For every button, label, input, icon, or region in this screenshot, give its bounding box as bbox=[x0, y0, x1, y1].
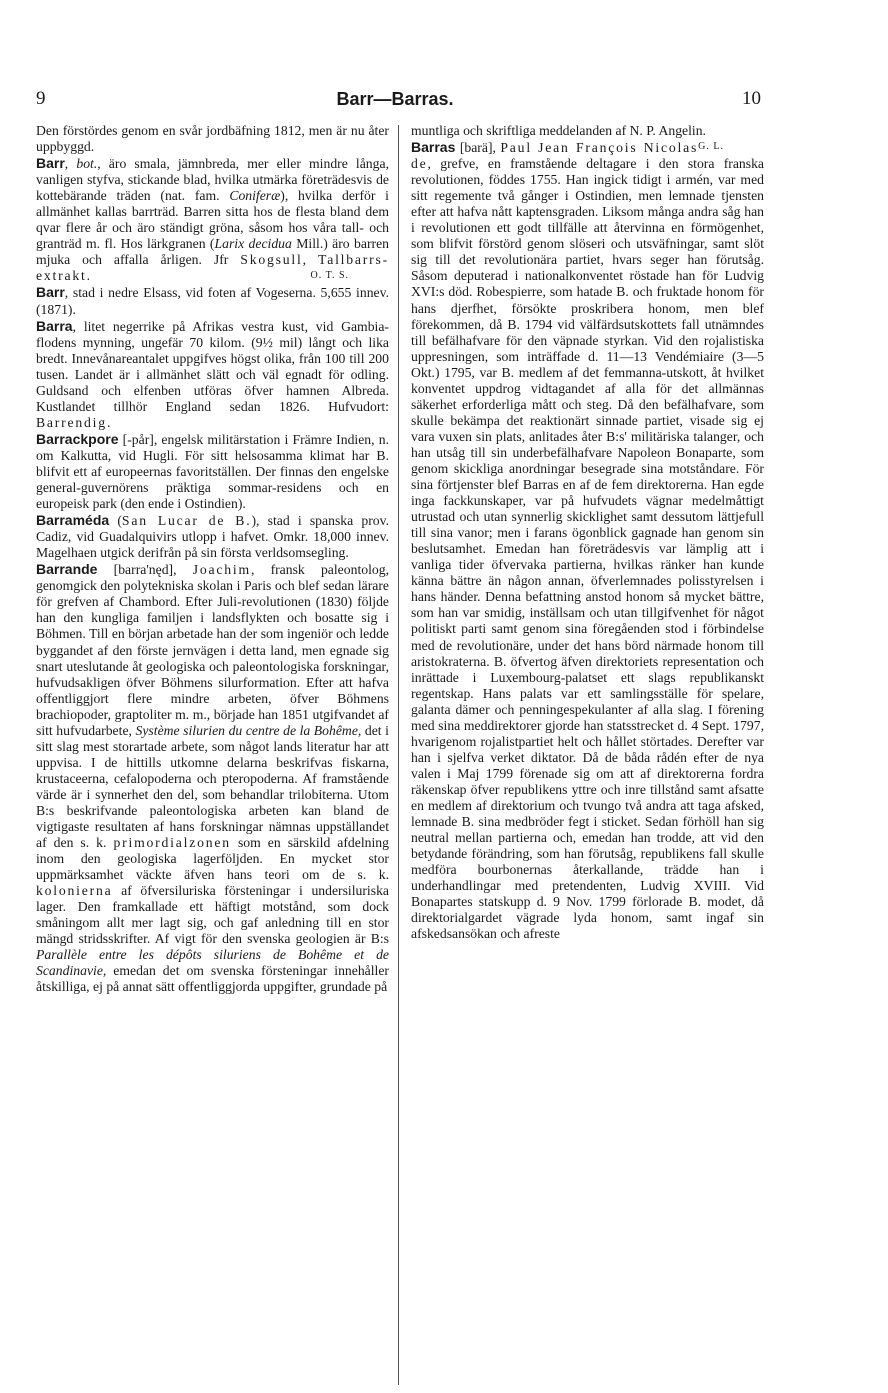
entry-paragraph bbox=[36, 318, 389, 431]
entry-headword: Barrande bbox=[36, 561, 98, 578]
entry-text: . bbox=[86, 268, 91, 284]
entry-headword: Barr bbox=[36, 155, 65, 172]
entry-text: Mill.) äro barren mjuka och affalla årligen. Jfr bbox=[36, 236, 389, 268]
entry-text: , litet negerrike på Afrikas vestra kust, vid Gambia-flodens mynning, ungefär 70 kilom. (9½ mil) långt och lika bredt. Innevånareantalet uppgifves högst olika, från 100 till 200 tusen. Landet är i allmänhet slätt och väl egnadt för odling. Guldsand och elfenben utföras öfver hamnen Albreda. Kustlandet tillhör England sedan 1826. Hufvudort: bbox=[36, 318, 389, 414]
entry-headword: Barraméda bbox=[36, 512, 110, 529]
entry-text: . bbox=[106, 414, 111, 430]
entry-paragraph bbox=[411, 139, 764, 942]
left-column bbox=[36, 123, 389, 996]
entry-text: emedan det om svenska försteningar innehåller åtskilliga, ej på annat sätt offentliggjorda uppgifter, grundade på bbox=[36, 963, 389, 995]
entry-text: ( bbox=[109, 513, 122, 529]
entry-text: , bbox=[302, 252, 318, 268]
italic-text: Système silurien du centre de la Bohême bbox=[135, 722, 358, 738]
abbreviation: bot. bbox=[76, 156, 98, 172]
entry-text: [-pår], engelsk militärstation i Främre Indien, n. om Kalkutta, vid Hugli. För sitt helsosamma klimat har B. blifvit ett af europeernas favoritställen. Der finnas den engelske general-guvernörens präktiga sommar-residens och en europeisk park (den ende i Ostindien). bbox=[36, 431, 389, 512]
right-column bbox=[411, 123, 764, 942]
entry-text: muntliga och skriftliga meddelanden af N. P. Angelin. bbox=[411, 123, 706, 138]
column-divider bbox=[398, 125, 399, 1385]
entry-text: , bbox=[64, 156, 77, 172]
entry-text: [barra'nęd], bbox=[97, 562, 193, 578]
left-page-number: 9 bbox=[36, 88, 46, 109]
author-signature: G. L. bbox=[698, 141, 724, 153]
entry-paragraph bbox=[36, 123, 389, 155]
author-signature: O. T. S. bbox=[310, 270, 349, 282]
spaced-text: Skogsull bbox=[240, 252, 303, 268]
entry-text: som en särskild afdelning inom den geologiska lagerföljden. En mycket stor uppmärksamhet väckte äfven hans teori om de s. k. bbox=[36, 835, 389, 883]
entry-text: ), hvilka derför i allmänhet kallas barrträd. Barren sitta hos de flesta bland dem qvar flere år och äro ständigt gröna, såsom hos våra tall- och granträd m. fl. Hos lärkgranen ( bbox=[36, 188, 389, 252]
italic-text: Larix decidua bbox=[214, 236, 292, 252]
entry-paragraph bbox=[36, 284, 389, 317]
entry-text: [barä], bbox=[455, 140, 501, 156]
entry-text: Den förstördes genom en svår jordbäfning 1812, men är nu åter uppbyggd. bbox=[36, 123, 389, 155]
italic-text: Coniferæ bbox=[229, 188, 281, 204]
italic-text: Parallèle entre les dépôts siluriens de Bohême et de Scandinavie, bbox=[36, 947, 389, 979]
spaced-text: Barrendig bbox=[36, 414, 107, 430]
running-head: Barr—Barras. bbox=[336, 89, 454, 109]
entry-text: , det i sitt slag mest storartade arbete, som något lands literatur har att uppvisa. I de hittills utkomne delarna beskrifvas fiskarna, krustaceerna, cefalopoderna och pteropoderna. Af framstående värde är i synnerhet den del, som behandlar trilobiterna. Utom B:s beskrifvande paleontologiska arbeten kan bland de vigtigaste resultaten af hans forskningar nämnas uppställandet af den s. k. bbox=[36, 722, 389, 851]
entry-paragraph bbox=[36, 431, 389, 512]
spaced-text: kolonierna bbox=[36, 883, 113, 899]
entry-text: , äro smala, jämnbreda, mer eller mindre långa, vanligen styfva, stickande blad, hvilka utmärka företrädesvis de kottebärande träden (nat. fam. bbox=[36, 156, 389, 204]
entry-text: af öfversiluriska försteningar i undersiluriska lager. Den framkallade ett häftigt motstånd, som dock småningom allt mer lagt sig, och gaf anledning till en stor mängd stridsskrifter. Af vigt för den svenska geologien är B:s bbox=[36, 883, 389, 947]
entry-paragraph bbox=[36, 155, 389, 284]
entry-paragraph bbox=[36, 512, 389, 561]
right-page-number: 10 bbox=[742, 88, 761, 109]
entry-headword: Barrackpore bbox=[36, 430, 119, 447]
spaced-text: Paul Jean François Nicolas de bbox=[411, 140, 699, 172]
entry-text: ), stad i spanska prov. Cadiz, vid Guadalquivirs utlopp i hafvet. Omkr. 18,000 innev. Magelhaen utgick derifrån på sin första verldsomsegling. bbox=[36, 513, 390, 561]
entry-headword: Barra bbox=[36, 317, 73, 334]
entry-text: , stad i nedre Elsass, vid foten af Vogeserna. 5,655 innev. (1871). bbox=[36, 285, 389, 317]
spaced-text: Tallbarrs-extrakt bbox=[36, 252, 389, 284]
entry-headword: Barras bbox=[411, 139, 456, 156]
spaced-text: San Lucar de B. bbox=[121, 513, 252, 529]
entry-headword: Barr bbox=[36, 284, 65, 301]
entry-text: , grefve, en framstående deltagare i den stora franska revolutionen, föddes 1755. Han ingick tidigt i armén, var med sitt regemente två gånger i Ostindien, men lemnade tjensten efter att hafva nått kaptensgraden. Liksom många andra såg han i revolutionen ett godt tillfälle att återvinna en förmögenhet, som blifvit förstörd genom slöseri och utsväfningar, samt slöt sig till det revolutionära partiet, hvars seger han förutsåg. Såsom deputerad i nationalkonventet röstade han för Ludvig XVI:s död. Robespierre, som hatade B. och fruktade honom för hans djerfhet, försökte proskribera honom, men blef förekommen, då B. 1794 vid välfärdsutskottets fall utnämndes till befälhafvare för den väpnade styrkan. Vid den rojalistiska uppresningen, som inträffade d. 11—13 Vendémiaire (3—5 Okt.) 1795, var B. medlem af det femmanna-utskott, åt hvilket konventet uppdrog vidtagandet af alla för det allmännas säkerhet erforderliga mått och steg. Då den befälhafvare, som skulle bekämpa det reaktionärt sinnade partiet, visade sig ej vara vuxen sin plats, anlitades åter B:s' militäriska talanger, och han utsåg till sin underbefälhafvare Napoleon Bonaparte, som genom skickliga anordningar besegrade sina motståndare. För sina förtjenster blef Barras en af de fem direktorerna. Han egde inga fackkunskaper, var på hufvudets vägnar medelmåttigt utrustad och utan synnerlig skicklighet samt dessutom lättjefull till sina vanor; men i farans ögonblick gagnade han genom sin beslutsamhet. Emedan han företrädesvis var lämplig att i vanliga tider öfvervaka partierna, hvilkas ränker han kunde känna bättre än någon annan, öfverlemnades polisstyrelsen i hans händer. Denna befattning anstod honom så mycket bättre, som han var smidig, inställsam och utan tillgifvenhet för något politiskt parti samt genom sina föregåenden stod i förbindelse med de revolutionäre, under det hans börd närmade honom till aristokraterna. B. öfvertog äfven direktoriets representation och inrättade i Luxembourg-palatset ett slags republikanskt regentskap. Hans palats var ett samlingsställe för spelare, galanta dämer och penningespekulanter af alla slag. I förening med sina meddirektorer gjorde han statsstrecket d. 4 Sept. 1797, hvarigenom rojalistpartiet helt och hållet störtades. Derefter var han i sjelfva verket diktator. Då de båda rådén efter de nya valen i Maj 1799 förenade sig om att af direktorerna fordra räkenskap öfver republikens yttre och inre tillstånd samt afsatte en medlem af direktorium och tvungo två andra att taga afsked, lemnade B. sina medbröder fegt i sticket. Sedan förhöll han sig neutral mellan partierna och, emedan han trodde, att vid den betydande förändring, som han förutsåg, republikens fall skulle medföra bourbonernas återkallande, trädde han i underhandlingar med pretendenten, Ludvig XVIII. Vid Bonapartes statskupp d. 9 Nov. 1799 förlorade B. modet, då direktorialgardet vägrade lyda honom, samt ingaf sin afskedsansökan och afreste bbox=[411, 156, 764, 942]
entry-paragraph bbox=[36, 561, 389, 995]
entry-text: , fransk paleontolog, genomgick den polytekniska skolan i Paris och blef sedan lärare för grefven af Chambord. Efter Juli-revolutionen (1830) följde han den kungliga familjen i landsflykten och bosatte sig i Böhmen. Till en början arbetade han der som ingeniör och ledde byggandet af den förste jernvägen i detta land, men egnade sig snart uteslutande åt geologiska och paleontologiska forskningar, hufvudsakligen öfver Böhmens silurformation. Efter att hafva offentliggjort flere mindre arbeten, öfver Böhmens brachiopoder, graptoliter m. m., började han 1851 utgifvandet af sitt hufvudarbete, bbox=[36, 562, 389, 738]
spaced-text: primordialzonen bbox=[113, 835, 231, 851]
spaced-text: Joachim bbox=[192, 562, 251, 578]
